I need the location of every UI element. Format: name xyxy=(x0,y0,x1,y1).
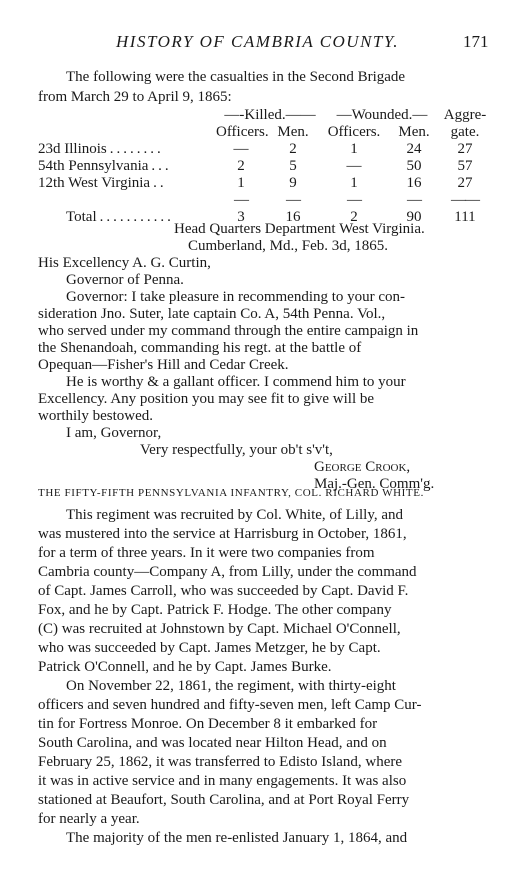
text-line: for nearly a year. xyxy=(38,811,140,827)
paragraph xyxy=(38,829,492,848)
text-line: South Carolina, and was located near Hilton Head, and on xyxy=(38,735,387,751)
letter-addressee: His Excellency A. G. Curtin, xyxy=(38,255,211,271)
table-row xyxy=(38,175,492,192)
table-cell: 27 xyxy=(457,175,473,191)
letter-closing: Very respectfully, your ob't s'v't, xyxy=(140,442,333,458)
table-cell: 24 xyxy=(406,141,422,157)
running-title: HISTORY OF CAMBRIA COUNTY. xyxy=(116,32,400,51)
rule-cell: — xyxy=(286,192,300,208)
casualty-table xyxy=(38,107,492,226)
table-row xyxy=(38,141,492,158)
table-cell: 3 xyxy=(237,209,245,225)
table-cell: 2 xyxy=(350,209,358,225)
letter xyxy=(38,221,492,493)
paragraph xyxy=(38,677,492,829)
text-line: Cambria county—Company A, from Lilly, under the command xyxy=(38,564,417,580)
column-header: Men. xyxy=(398,124,430,140)
table-row xyxy=(38,158,492,175)
table-cell: 1 xyxy=(237,175,245,191)
text-line: Fox, and he by Capt. Patrick F. Hodge. The other company xyxy=(38,602,392,618)
text-line: who was succeeded by Capt. James Metzger, he by Capt. xyxy=(38,640,381,656)
letter-closing: I am, Governor, xyxy=(66,425,162,441)
table-cell: 9 xyxy=(289,175,297,191)
letter-signature: George Crook, xyxy=(314,459,411,475)
text-line: February 25, 1862, it was transferred to Edisto Island, where xyxy=(38,754,403,770)
table-cell: 111 xyxy=(454,209,476,225)
letter-line: He is worthy & a gallant officer. I commend him to your xyxy=(66,374,406,390)
letter-line: sideration Jno. Suter, late captain Co. A, 54th Penna. Vol., xyxy=(38,306,386,322)
letter-line: the Shenandoah, commanding his regt. at the battle of xyxy=(38,340,362,356)
letter-addressee: Governor of Penna. xyxy=(66,272,184,288)
text-line: This regiment was recruited by Col. White, of Lilly, and xyxy=(66,507,404,523)
column-header: Officers. xyxy=(216,124,269,140)
rule-cell: — xyxy=(407,192,421,208)
table-cell: 5 xyxy=(289,158,297,174)
text-line: officers and seven hundred and fifty-seven men, left Camp Cur- xyxy=(38,697,422,713)
table-cell: 27 xyxy=(457,141,473,157)
text-line: On November 22, 1861, the regiment, with thirty-eight xyxy=(66,678,396,694)
letter-heading: Head Quarters Department West Virginia. xyxy=(174,221,425,237)
text-line: was mustered into the service at Harrisburg in October, 1861, xyxy=(38,526,407,542)
text-line: stationed at Beaufort, South Carolina, and at Port Royal Ferry xyxy=(38,792,410,808)
letter-line: Governor: I take pleasure in recommending to your con- xyxy=(66,289,406,305)
table-column-header xyxy=(38,124,492,141)
intro-line: from March 29 to April 9, 1865: xyxy=(38,89,232,105)
text-line: The majority of the men re-enlisted January 1, 1864, and xyxy=(66,830,408,846)
table-cell: 57 xyxy=(457,158,473,174)
table-cell: 16 xyxy=(285,209,301,225)
running-head xyxy=(0,32,532,56)
row-label: 12th West Virginia . . xyxy=(38,175,164,191)
table-cell: — xyxy=(233,141,249,157)
text-line: Patrick O'Connell, and he by Capt. James Burke. xyxy=(38,659,332,675)
letter-signature-title: Maj.-Gen. Comm'g. xyxy=(314,476,435,492)
page-number: 171 xyxy=(463,32,489,51)
table-cell: 2 xyxy=(289,141,297,157)
letter-line: worthily bestowed. xyxy=(38,408,153,424)
row-label: 54th Pennsylvania . . . xyxy=(38,158,169,174)
column-header: gate. xyxy=(450,124,480,140)
column-header: Officers. xyxy=(327,124,381,140)
group-killed-label: —-Killed.—— xyxy=(224,107,316,123)
text-line: (C) was recruited at Johnstown by Capt. Michael O'Connell, xyxy=(38,621,401,637)
rule-cell: — xyxy=(234,192,248,208)
table-rule-row xyxy=(38,192,492,209)
paragraph xyxy=(38,506,492,677)
aggregate-label: Aggre- xyxy=(443,107,487,123)
text-line: tin for Fortress Monroe. On December 8 it embarked for xyxy=(38,716,378,732)
row-label: Total . . . . . . . . . . . xyxy=(66,209,171,225)
section-body xyxy=(38,506,492,848)
table-cell: 50 xyxy=(406,158,422,174)
text-line: for a term of three years. In it were two companies from xyxy=(38,545,375,561)
casualties-intro xyxy=(38,67,492,107)
table-cell: — xyxy=(346,158,362,174)
letter-line: Excellency. Any position you may see fit to give will be xyxy=(38,391,375,407)
rule-cell: — xyxy=(347,192,361,208)
row-label: 23d Illinois . . . . . . . . xyxy=(38,141,161,157)
column-header: Men. xyxy=(277,124,309,140)
intro-line: The following were the casualties in the Second Brigade xyxy=(66,69,406,85)
table-group-header xyxy=(38,107,492,124)
table-cell: 1 xyxy=(350,141,358,157)
table-cell: 2 xyxy=(237,158,245,174)
table-cell: 90 xyxy=(406,209,422,225)
group-wounded-label: —Wounded.— xyxy=(336,107,428,123)
text-line: of Capt. James Carroll, who was succeeded by Capt. David F. xyxy=(38,583,409,599)
table-cell: 16 xyxy=(406,175,422,191)
letter-line: who served under my command through the entire campaign in xyxy=(38,323,419,339)
section-heading: THE FIFTY-FIFTH PENNSYLVANIA INFANTRY, COL. RICHARD WHITE. xyxy=(38,487,424,499)
rule-cell: —— xyxy=(451,192,479,208)
letter-date: Cumberland, Md., Feb. 3d, 1865. xyxy=(188,238,388,254)
text-line: it was in active service and in many engagements. It was also xyxy=(38,773,407,789)
table-cell: 1 xyxy=(350,175,358,191)
letter-line: Opequan—Fisher's Hill and Cedar Creek. xyxy=(38,357,289,373)
